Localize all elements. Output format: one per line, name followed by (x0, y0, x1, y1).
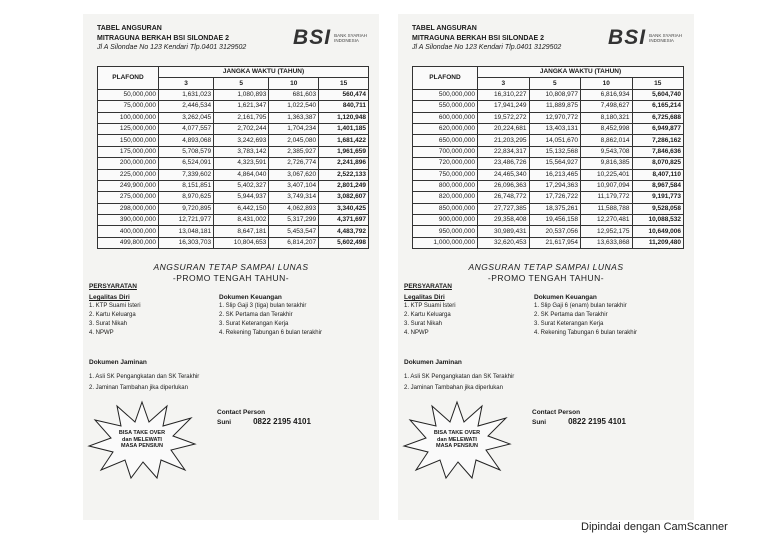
plafond-cell: 550,000,000 (413, 101, 478, 112)
installment-cell: 2,045,080 (269, 135, 319, 146)
installment-cell: 16,213,465 (529, 169, 581, 180)
plafond-cell: 620,000,000 (413, 123, 478, 134)
installment-cell: 1,704,234 (269, 123, 319, 134)
plafond-cell: 175,000,000 (98, 146, 159, 157)
table-row (413, 237, 684, 248)
installment-cell: 4,062,893 (269, 203, 319, 214)
installment-cell: 6,442,150 (214, 203, 269, 214)
plafond-cell: 750,000,000 (413, 169, 478, 180)
plafond-cell: 100,000,000 (98, 112, 159, 123)
installment-cell: 11,179,772 (581, 192, 633, 203)
installment-cell: 10,804,653 (214, 237, 269, 248)
list-item: 1. Slip Gaji 3 (tiga) bulan terakhir (219, 303, 307, 309)
installment-cell: 1,120,948 (319, 112, 369, 123)
list-item: 1. Asli SK Pengangkatan dan SK Terakhir (89, 374, 200, 380)
contact-person (217, 408, 311, 427)
logo-text: BSI (293, 26, 332, 49)
installment-cell: 9,528,058 (632, 203, 684, 214)
table-body (413, 89, 684, 248)
table-row (413, 215, 684, 226)
installment-cell: 15,132,568 (529, 146, 581, 157)
installment-cell: 16,303,703 (159, 237, 214, 248)
installment-cell: 2,241,896 (319, 158, 369, 169)
installment-cell: 13,048,181 (159, 226, 214, 237)
legalitas-section (89, 293, 141, 338)
installment-cell: 7,846,636 (632, 146, 684, 157)
installment-cell: 5,944,937 (214, 192, 269, 203)
list-item: 4. Rekening Tabungan 6 bulan terakhir (534, 330, 637, 336)
legalitas-title: Legalitas Diri (89, 294, 130, 301)
table-row (413, 146, 684, 157)
installment-cell: 4,077,557 (159, 123, 214, 134)
list-item: 3. Surat Nikah (89, 321, 128, 327)
header (412, 24, 561, 53)
installment-cell: 6,816,934 (581, 89, 633, 100)
installment-cell: 8,070,825 (632, 158, 684, 169)
installment-cell: 5,317,299 (269, 215, 319, 226)
installment-cell: 26,096,363 (478, 180, 530, 191)
installment-cell: 5,602,498 (319, 237, 369, 248)
installment-cell: 3,262,045 (159, 112, 214, 123)
table-row (98, 215, 369, 226)
installment-cell: 3,340,425 (319, 203, 369, 214)
table-row (413, 226, 684, 237)
contact-phone: 0822 2195 4101 (253, 417, 311, 426)
keuangan-title: Dokumen Keuangan (219, 294, 282, 301)
header-year-3: 3 (478, 78, 530, 89)
promo-title: ANGSURAN TETAP SAMPAI LUNAS (153, 262, 309, 272)
installment-cell: 12,952,175 (581, 226, 633, 237)
logo-subtext: BANK SYARIAH INDONESIA (649, 33, 682, 43)
installment-cell: 18,375,261 (529, 203, 581, 214)
list-item: 3. Surat Nikah (404, 321, 443, 327)
plafond-cell: 200,000,000 (98, 158, 159, 169)
installment-cell: 8,862,014 (581, 135, 633, 146)
table-row (98, 146, 369, 157)
installment-cell: 9,543,708 (581, 146, 633, 157)
promo-title: ANGSURAN TETAP SAMPAI LUNAS (468, 262, 624, 272)
plafond-cell: 850,000,000 (413, 203, 478, 214)
installment-cell: 8,431,002 (214, 215, 269, 226)
installment-cell: 15,564,927 (529, 158, 581, 169)
list-item: 2. Jaminan Tambahan jika diperlukan (89, 385, 188, 391)
installment-cell: 6,725,688 (632, 112, 684, 123)
installment-cell: 3,783,142 (214, 146, 269, 157)
jaminan-title: Dokumen Jaminan (89, 359, 147, 366)
starburst-text: BISA TAKE OVER dan MELEWATI MASA PENSIUN (118, 430, 166, 449)
installment-cell: 32,620,453 (478, 237, 530, 248)
installment-cell: 2,726,774 (269, 158, 319, 169)
installment-cell: 12,970,772 (529, 112, 581, 123)
installment-cell: 3,067,620 (269, 169, 319, 180)
installment-cell: 1,621,347 (214, 101, 269, 112)
table-row (413, 203, 684, 214)
header-jangka: JANGKA WAKTU (TAHUN) (159, 67, 369, 78)
keuangan-section (534, 293, 637, 338)
header-address: Jl A Silondae No 123 Kendari Tlp.0401 3129502 (97, 44, 247, 51)
table-row (413, 123, 684, 134)
plafond-cell: 50,000,000 (98, 89, 159, 100)
header-year-10: 10 (581, 78, 633, 89)
plafond-cell: 650,000,000 (413, 135, 478, 146)
installment-cell: 8,647,181 (214, 226, 269, 237)
list-item: 1. KTP Suami Isteri (404, 303, 456, 309)
installment-cell: 4,323,591 (214, 158, 269, 169)
installment-cell: 2,801,249 (319, 180, 369, 191)
installment-cell: 2,702,244 (214, 123, 269, 134)
jaminan-list (404, 372, 514, 394)
installment-cell: 4,483,792 (319, 226, 369, 237)
contact-label: Contact Person (532, 409, 581, 416)
table-row (98, 89, 369, 100)
installment-cell: 6,949,877 (632, 123, 684, 134)
table-row (413, 135, 684, 146)
installment-cell: 10,088,532 (632, 215, 684, 226)
plafond-cell: 800,000,000 (413, 180, 478, 191)
installment-cell: 5,708,579 (159, 146, 214, 157)
table-row (98, 135, 369, 146)
installment-cell: 2,385,927 (269, 146, 319, 157)
header-subtitle: MITRAGUNA BERKAH BSI SILONDAE 2 (97, 34, 229, 42)
installment-cell: 1,363,387 (269, 112, 319, 123)
installment-cell: 6,524,091 (159, 158, 214, 169)
contact-name: Suni (217, 419, 232, 426)
installment-cell: 14,051,670 (529, 135, 581, 146)
list-item: 3. Surat Keterangan Kerja (219, 321, 289, 327)
table-row (98, 192, 369, 203)
installment-cell: 1,961,659 (319, 146, 369, 157)
plafond-cell: 950,000,000 (413, 226, 478, 237)
plafond-cell: 700,000,000 (413, 146, 478, 157)
header-year-3: 3 (159, 78, 214, 89)
requirements-heading: PERSYARATAN (404, 283, 452, 290)
installment-cell: 9,720,895 (159, 203, 214, 214)
installment-cell: 11,209,480 (632, 237, 684, 248)
plafond-cell: 600,000,000 (413, 112, 478, 123)
header-year-15: 15 (632, 78, 684, 89)
logo-text: BSI (608, 26, 647, 49)
table-row (413, 169, 684, 180)
installment-cell: 4,893,068 (159, 135, 214, 146)
installment-cell: 8,407,110 (632, 169, 684, 180)
table-row (98, 203, 369, 214)
installment-cell: 21,617,954 (529, 237, 581, 248)
header-plafond: PLAFOND (98, 67, 159, 90)
installment-cell: 560,474 (319, 89, 369, 100)
plafond-cell: 125,000,000 (98, 123, 159, 134)
installment-cell: 19,456,158 (529, 215, 581, 226)
camscanner-watermark: Dipindai dengan CamScanner (581, 521, 728, 533)
installment-cell: 21,203,295 (478, 135, 530, 146)
logo-subtext: BANK SYARIAH INDONESIA (334, 33, 367, 43)
list-item: 1. Slip Gaji 6 (enam) bulan terakhir (534, 303, 627, 309)
contact-name: Suni (532, 419, 547, 426)
plafond-cell: 900,000,000 (413, 215, 478, 226)
installment-cell: 1,401,185 (319, 123, 369, 134)
installment-cell: 16,310,227 (478, 89, 530, 100)
list-item: 4. NPWP (404, 330, 429, 336)
installment-cell: 2,522,133 (319, 169, 369, 180)
requirements-heading: PERSYARATAN (89, 283, 137, 290)
list-item: 2. Jaminan Tambahan jika diperlukan (404, 385, 503, 391)
installment-cell: 19,572,272 (478, 112, 530, 123)
header-title: TABEL ANGSURAN (412, 25, 477, 32)
list-item: 2. Kartu Keluarga (89, 312, 136, 318)
table-row (413, 180, 684, 191)
legalitas-section (404, 293, 456, 338)
table-row (413, 101, 684, 112)
installment-cell: 10,808,977 (529, 89, 581, 100)
installment-table (412, 66, 684, 249)
installment-cell: 29,358,408 (478, 215, 530, 226)
installment-cell: 8,970,625 (159, 192, 214, 203)
installment-cell: 8,180,321 (581, 112, 633, 123)
installment-cell: 7,286,162 (632, 135, 684, 146)
installment-cell: 23,486,726 (478, 158, 530, 169)
list-item: 1. Asli SK Pengangkatan dan SK Terakhir (404, 374, 515, 380)
installment-table (97, 66, 369, 249)
installment-cell: 7,339,602 (159, 169, 214, 180)
installment-cell: 11,889,875 (529, 101, 581, 112)
installment-cell: 13,403,131 (529, 123, 581, 134)
installment-cell: 2,446,534 (159, 101, 214, 112)
plafond-cell: 499,800,000 (98, 237, 159, 248)
starburst-text: BISA TAKE OVER dan MELEWATI MASA PENSIUN (433, 430, 481, 449)
installment-cell: 11,588,788 (581, 203, 633, 214)
table-row (413, 89, 684, 100)
header-subtitle: MITRAGUNA BERKAH BSI SILONDAE 2 (412, 34, 544, 42)
installment-cell: 1,022,540 (269, 101, 319, 112)
installment-cell: 10,907,094 (581, 180, 633, 191)
plafond-cell: 75,000,000 (98, 101, 159, 112)
installment-cell: 3,082,607 (319, 192, 369, 203)
installment-cell: 27,727,385 (478, 203, 530, 214)
plafond-cell: 225,000,000 (98, 169, 159, 180)
keuangan-section (219, 293, 322, 338)
header-year-15: 15 (319, 78, 369, 89)
jaminan-list (89, 372, 199, 394)
list-item: 2. Kartu Keluarga (404, 312, 451, 318)
plafond-cell: 820,000,000 (413, 192, 478, 203)
list-item: 3. Surat Keterangan Kerja (534, 321, 604, 327)
installment-cell: 20,537,056 (529, 226, 581, 237)
header-year-10: 10 (269, 78, 319, 89)
list-item: 4. NPWP (89, 330, 114, 336)
table-row (98, 123, 369, 134)
installment-cell: 2,161,795 (214, 112, 269, 123)
installment-cell: 24,465,340 (478, 169, 530, 180)
installment-cell: 13,633,868 (581, 237, 633, 248)
installment-cell: 1,681,422 (319, 135, 369, 146)
table-row (98, 180, 369, 191)
installment-cell: 12,270,481 (581, 215, 633, 226)
plafond-cell: 150,000,000 (98, 135, 159, 146)
table-row (413, 112, 684, 123)
installment-cell: 5,402,327 (214, 180, 269, 191)
table-row (98, 101, 369, 112)
promo-subtitle: -PROMO TENGAH TAHUN- (487, 273, 605, 283)
plafond-cell: 400,000,000 (98, 226, 159, 237)
installment-cell: 17,294,363 (529, 180, 581, 191)
plafond-cell: 390,000,000 (98, 215, 159, 226)
table-row (98, 169, 369, 180)
installment-cell: 10,649,006 (632, 226, 684, 237)
brochure-right (398, 14, 694, 520)
contact-label: Contact Person (217, 409, 266, 416)
installment-cell: 22,834,317 (478, 146, 530, 157)
promo-subtitle: -PROMO TENGAH TAHUN- (172, 273, 290, 283)
table-row (98, 112, 369, 123)
installment-cell: 4,864,040 (214, 169, 269, 180)
table-row (98, 158, 369, 169)
table-row (413, 158, 684, 169)
header (97, 24, 246, 53)
installment-cell: 3,749,314 (269, 192, 319, 203)
header-plafond: PLAFOND (413, 67, 478, 90)
installment-cell: 9,816,385 (581, 158, 633, 169)
installment-cell: 5,604,740 (632, 89, 684, 100)
installment-cell: 8,452,998 (581, 123, 633, 134)
installment-cell: 10,225,401 (581, 169, 633, 180)
plafond-cell: 249,900,000 (98, 180, 159, 191)
list-item: 1. KTP Suami Isteri (89, 303, 141, 309)
header-address: Jl A Silondae No 123 Kendari Tlp.0401 3129502 (412, 44, 562, 51)
installment-cell: 6,814,207 (269, 237, 319, 248)
header-year-5: 5 (214, 78, 269, 89)
plafond-cell: 500,000,000 (413, 89, 478, 100)
table-row (98, 237, 369, 248)
table-body (98, 89, 369, 248)
installment-cell: 681,603 (269, 89, 319, 100)
installment-cell: 1,080,893 (214, 89, 269, 100)
installment-cell: 9,191,773 (632, 192, 684, 203)
jaminan-title: Dokumen Jaminan (404, 359, 462, 366)
bsi-logo (608, 26, 682, 50)
installment-cell: 12,721,977 (159, 215, 214, 226)
header-jangka: JANGKA WAKTU (TAHUN) (478, 67, 684, 78)
keuangan-title: Dokumen Keuangan (534, 294, 597, 301)
installment-cell: 6,165,214 (632, 101, 684, 112)
plafond-cell: 298,000,000 (98, 203, 159, 214)
installment-cell: 3,407,104 (269, 180, 319, 191)
table-row (98, 226, 369, 237)
list-item: 2. SK Pertama dan Terakhir (219, 312, 293, 318)
table-row (413, 192, 684, 203)
header-year-5: 5 (529, 78, 581, 89)
installment-cell: 30,989,431 (478, 226, 530, 237)
plafond-cell: 720,000,000 (413, 158, 478, 169)
installment-cell: 26,748,772 (478, 192, 530, 203)
installment-cell: 17,941,249 (478, 101, 530, 112)
contact-person (532, 408, 626, 427)
plafond-cell: 1,000,000,000 (413, 237, 478, 248)
installment-cell: 3,242,693 (214, 135, 269, 146)
legalitas-title: Legalitas Diri (404, 294, 445, 301)
installment-cell: 7,498,627 (581, 101, 633, 112)
plafond-cell: 275,000,000 (98, 192, 159, 203)
contact-phone: 0822 2195 4101 (568, 417, 626, 426)
list-item: 4. Rekening Tabungan 6 bulan terakhir (219, 330, 322, 336)
header-title: TABEL ANGSURAN (97, 25, 162, 32)
installment-cell: 8,151,851 (159, 180, 214, 191)
installment-cell: 1,631,023 (159, 89, 214, 100)
brochure-left (83, 14, 379, 520)
installment-cell: 4,371,697 (319, 215, 369, 226)
installment-cell: 8,967,584 (632, 180, 684, 191)
installment-cell: 20,224,681 (478, 123, 530, 134)
installment-cell: 840,711 (319, 101, 369, 112)
installment-cell: 5,453,547 (269, 226, 319, 237)
installment-cell: 17,726,722 (529, 192, 581, 203)
bsi-logo (293, 26, 367, 50)
list-item: 2. SK Pertama dan Terakhir (534, 312, 608, 318)
